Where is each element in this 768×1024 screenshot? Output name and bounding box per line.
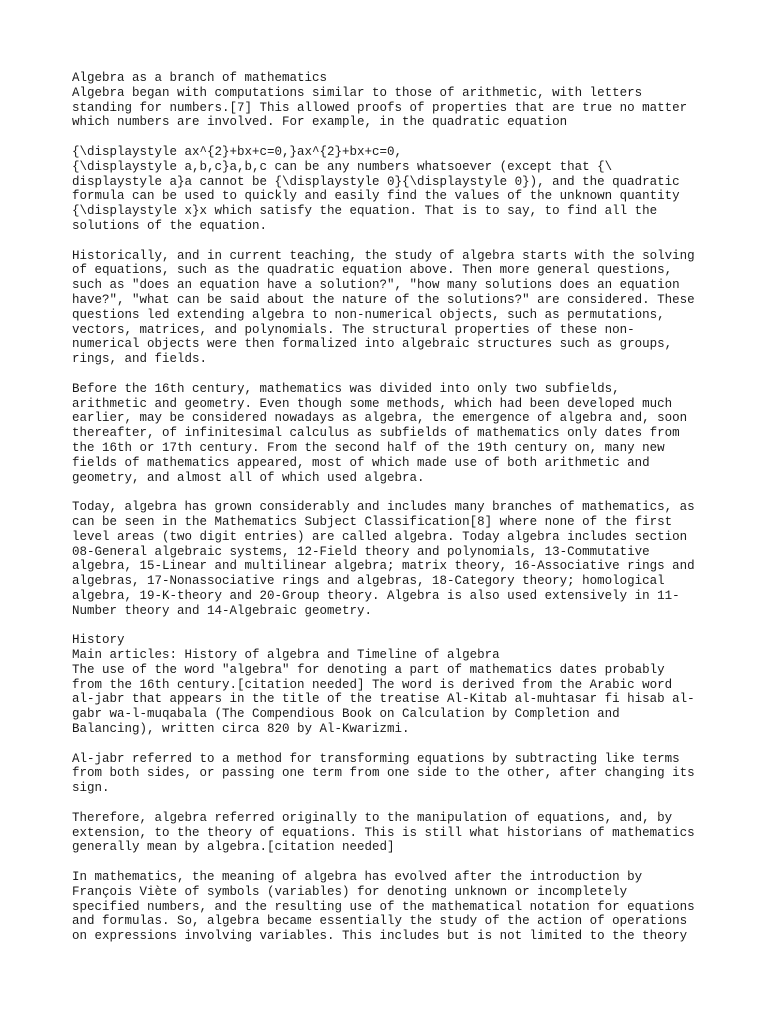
text-line: geometry, and almost all of which used algebra. [72, 470, 425, 485]
text-line: of equations, such as the quadratic equation above. Then more general questions, [72, 263, 673, 278]
text-line: extension, to the theory of equations. This is still what historians of mathematics [72, 825, 695, 840]
text-line: Algebra began with computations similar to those of arithmetic, with letters [72, 85, 643, 100]
section-heading: Algebra as a branch of mathematics [72, 71, 328, 85]
text-line: Al-jabr referred to a method for transforming equations by subtracting like terms [72, 751, 680, 766]
text-line: algebra, 15-Linear and multilinear algebra; matrix theory, 16-Associative rings and [72, 559, 695, 574]
paragraph-history [72, 633, 712, 737]
text-line: algebras, 17-Nonassociative rings and algebras, 18-Category theory; homological [72, 574, 665, 589]
text-line: algebra, 19-K-theory and 20-Group theory. Algebra is also used extensively in 11- [72, 588, 680, 603]
text-line: questions led extending algebra to non-numerical objects, such as permutations, [72, 307, 665, 322]
text-line: have?", "what can be said about the nature of the solutions?" are considered. These [72, 292, 695, 307]
text-line: The use of the word "algebra" for denoting a part of mathematics dates probably [72, 662, 665, 677]
text-line: Before the 16th century, mathematics was divided into only two subfields, [72, 381, 620, 396]
text-line: the 16th or 17th century. From the second half of the 19th century on, many new [72, 440, 665, 455]
main-articles-note: Main articles: History of algebra and Timeline of algebra [72, 648, 500, 663]
text-line: 08-General algebraic systems, 12-Field theory and polynomials, 13-Commutative [72, 544, 650, 559]
paragraph-al-jabr [72, 752, 712, 796]
paragraph-therefore [72, 811, 712, 855]
section-heading: History [72, 633, 125, 648]
paragraph-quadratic-equation [72, 145, 712, 234]
text-line: thereafter, of infinitesimal calculus as subfields of mathematics only dates from [72, 426, 680, 441]
text-line: al-jabr that appears in the title of the treatise Al-Kitab al-muhtasar fi hisab al- [72, 692, 695, 707]
text-line: In mathematics, the meaning of algebra has evolved after the introduction by [72, 870, 643, 885]
text-line: solutions of the equation. [72, 218, 268, 233]
paragraph-16th-century [72, 382, 712, 486]
text-line: Balancing), written circa 820 by Al-Kwarizmi. [72, 722, 410, 737]
paragraph-historically [72, 249, 712, 367]
text-line: generally mean by algebra.[citation needed] [72, 840, 395, 855]
text-line: {\displaystyle x}x which satisfy the equation. That is to say, to find all the [72, 204, 658, 219]
text-line: sign. [72, 781, 110, 796]
text-line: standing for numbers.[7] This allowed proofs of properties that are true no matter [72, 100, 688, 115]
text-line: gabr wa-l-muqabala (The Compendious Book on Calculation by Completion and [72, 707, 620, 722]
document-page [72, 71, 712, 959]
text-line: can be seen in the Mathematics Subject Classification[8] where none of the first [72, 514, 673, 529]
text-line: level areas (two digit entries) are called algebra. Today algebra includes section [72, 529, 688, 544]
text-line: specified numbers, and the resulting use of the mathematical notation for equations [72, 899, 695, 914]
text-line: {\displaystyle a,b,c}a,b,c can be any numbers whatsoever (except that {\ [72, 159, 613, 174]
text-line: Therefore, algebra referred originally to the manipulation of equations, and, by [72, 810, 673, 825]
text-line: which numbers are involved. For example, in the quadratic equation [72, 115, 568, 130]
text-line: displaystyle a}a cannot be {\displaystyle 0}{\displaystyle 0}), and the quadratic [72, 174, 680, 189]
text-line: on expressions involving variables. This includes but is not limited to the theory [72, 929, 688, 944]
text-line: and formulas. So, algebra became essentially the study of the action of operations [72, 914, 688, 929]
paragraph-meaning-evolved [72, 870, 712, 944]
paragraph-algebra-branch [72, 71, 712, 130]
text-line: numerical objects were then formalized into algebraic structures such as groups, [72, 337, 673, 352]
text-line: from both sides, or passing one term from one side to the other, after changing its [72, 766, 695, 781]
text-line: vectors, matrices, and polynomials. The structural properties of these non- [72, 322, 635, 337]
text-line: François Viète of symbols (variables) for denoting unknown or incompletely [72, 884, 628, 899]
text-line: arithmetic and geometry. Even though some methods, which had been developed much [72, 396, 673, 411]
text-line: formula can be used to quickly and easily find the values of the unknown quantity [72, 189, 680, 204]
text-line: from the 16th century.[citation needed] The word is derived from the Arabic word [72, 677, 673, 692]
text-line: Historically, and in current teaching, the study of algebra starts with the solving [72, 248, 695, 263]
text-line: Number theory and 14-Algebraic geometry. [72, 603, 373, 618]
text-line: rings, and fields. [72, 352, 208, 367]
text-line: fields of mathematics appeared, most of which made use of both arithmetic and [72, 455, 650, 470]
text-line: earlier, may be considered nowadays as algebra, the emergence of algebra and, soon [72, 411, 688, 426]
paragraph-today-algebra [72, 500, 712, 618]
text-line: such as "does an equation have a solution?", "how many solutions does an equation [72, 278, 680, 293]
text-line: Today, algebra has grown considerably and includes many branches of mathematics, as [72, 500, 695, 515]
text-line: {\displaystyle ax^{2}+bx+c=0,}ax^{2}+bx+c=0, [72, 144, 403, 159]
